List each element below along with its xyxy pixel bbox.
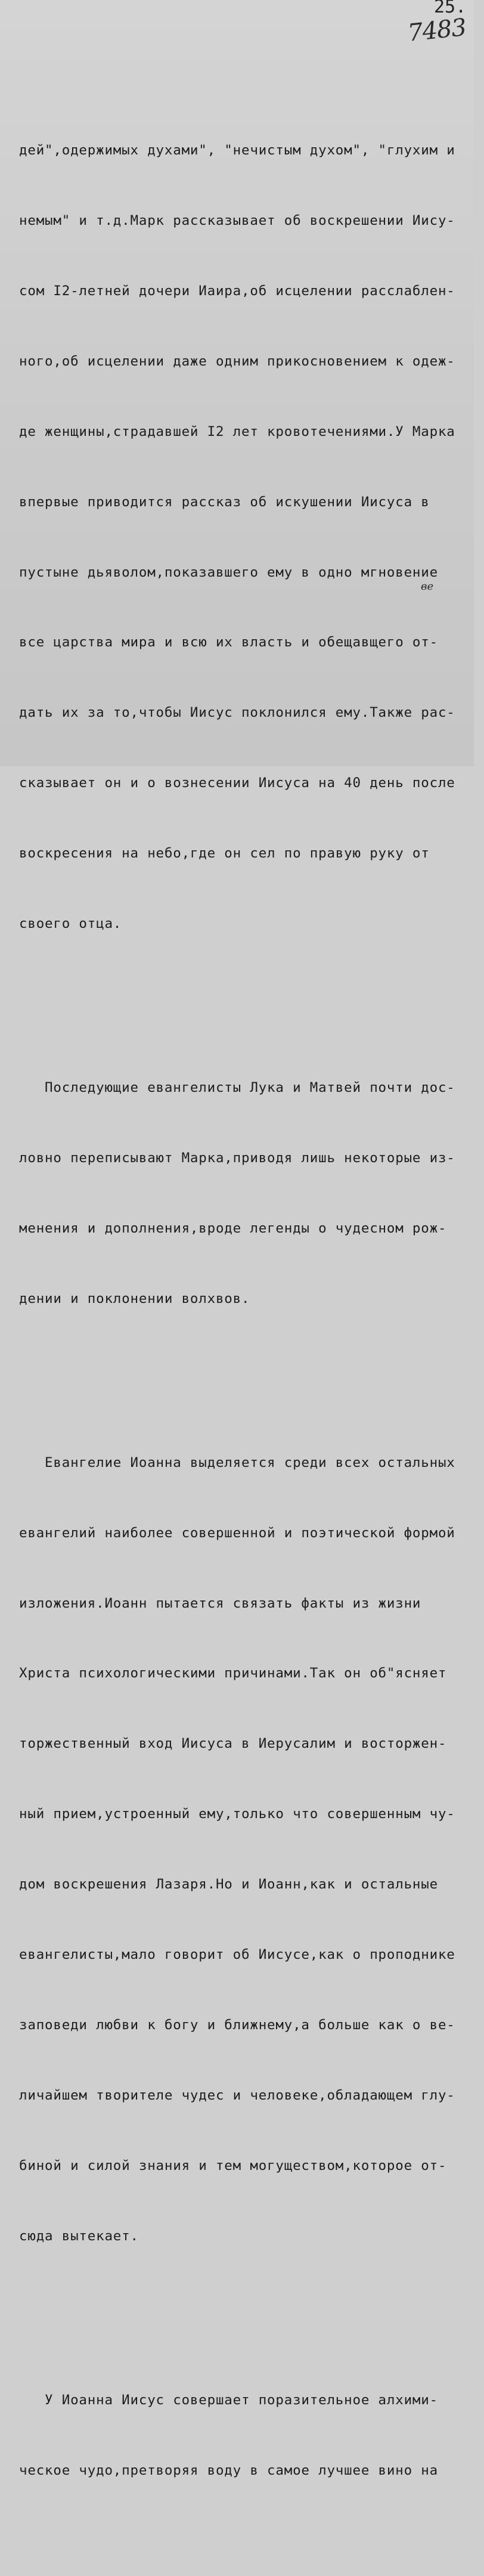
text-line: дать их за то,чтобы Иисус поклонился ему.Также рас- [19,705,455,721]
text-line: изложения.Иоанн пытается связать факты из жизни [19,1595,421,1611]
page-number: 25. [434,0,467,17]
text-line: евангелисты,мало говорит об Иисусе,как о проподнике [19,1947,455,1963]
text-line: пустыне дьяволом,показавшего ему в одно мгновение [19,564,438,580]
text-line: Последующие евангелисты Лука и Матвей почти дос- [19,1080,455,1096]
paragraph [19,92,484,983]
text-line: торжественный вход Иисуса в Иерусалим и восторжен- [19,1736,447,1752]
document-text [19,45,484,2576]
text-line: дей",одержимых духами", "нечистым духом", "глухим и [19,143,455,159]
text-line: все царства мира и всю их власть и обещавщего от- [19,634,438,651]
text-line: сом I2-летней дочери Иаира,об исцелении расслаблен- [19,283,455,299]
text-line: биной и силой знания и тем могуществом,которое от- [19,2157,447,2174]
text-line: де женщины,страдавшей I2 лет кровотечениями.У Марка [19,423,455,439]
text-line: дении и поклонении волхвов. [19,1290,250,1306]
paragraph [19,1029,484,1357]
paragraph [19,2342,484,2529]
text-line: личайшем творителе чудес и человеке,обладающем глу- [19,2087,455,2103]
text-line: ный прием,устроенный ему,только что совершенным чу- [19,1806,455,1822]
text-line: своего отца. [19,915,122,931]
text-line: ловно переписывают Марка,приводя лишь некоторые из- [19,1150,455,1166]
text-line: Евангелие Иоанна выделяется среди всех остальных [19,1454,455,1470]
archive-number: 7483 [406,14,467,47]
text-line: воскресения на небо,где он сел по правую руку от [19,846,430,862]
text-line: ческое чудо,претворяя воду в самое лучшее вино на [19,2462,438,2478]
text-line: сказывает он и о вознесении Иисуса на 40 день после [19,775,455,791]
text-line: дом воскрешения Лазаря.Но и Иоанн,как и остальные [19,1877,438,1893]
text-line: Христа психологическими причинами.Так он об"ясняет [19,1665,447,1682]
text-line: менения и дополнения,вроде легенды о чудесном рож- [19,1220,447,1236]
text-line: сюда вытекает. [19,2228,139,2244]
text-line: евангелий наиболее совершенной и поэтической формой [19,1525,455,1541]
text-line: заповеди любви к богу и ближнему,а больше как о ве- [19,2017,455,2033]
paragraph [19,1404,484,2295]
handwritten-correction: ве [421,580,434,593]
text-line: ного,об исцелении даже одним прикосновением к одеж- [19,353,455,369]
text-line: немым" и т.д.Марк рассказывает об воскрешении Иису- [19,213,455,229]
text-line: У Иоанна Иисус совершает поразительное алхими- [19,2392,438,2408]
text-line: впервые приводится рассказ об искушении Иисуса в [19,494,430,510]
